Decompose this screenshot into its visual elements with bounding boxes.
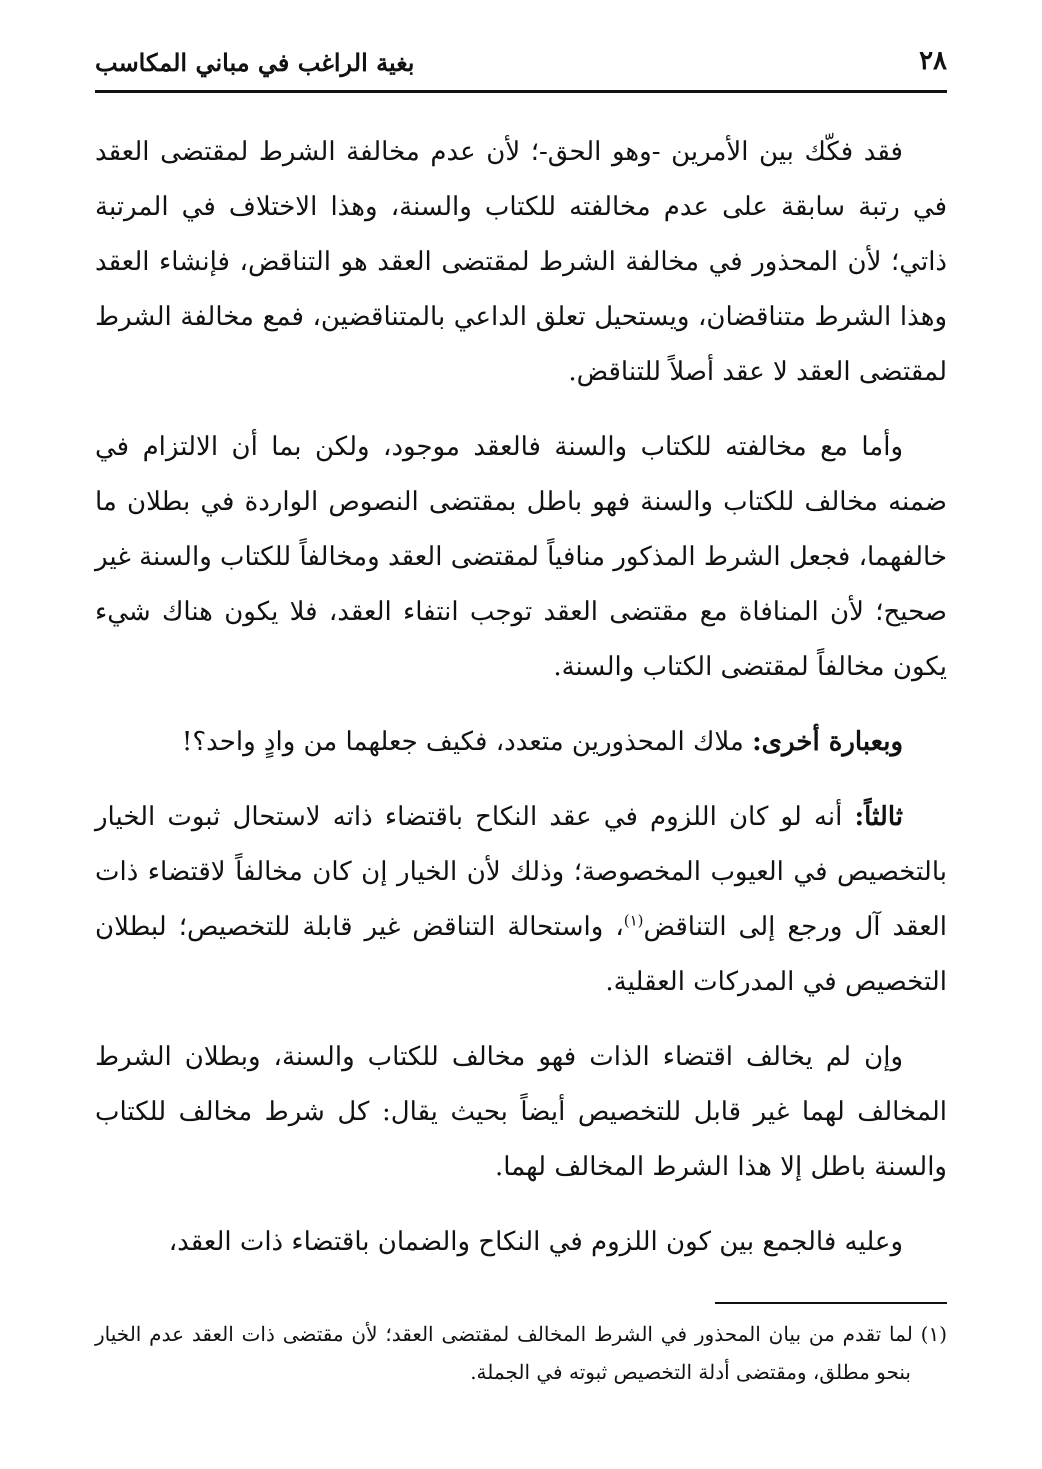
page-number: ٢٨ [919,46,947,76]
paragraph-lead: وبعبارة أخرى: [752,727,903,757]
main-text [95,125,947,1290]
paragraph [95,1030,947,1195]
paragraph-text: وأما مع مخالفته للكتاب والسنة فالعقد موجود، ولكن بما أن الالتزام في ضمنه مخالف للكتاب والسنة فهو باطل بمقتضى النصوص الواردة في بطلان ما خالفهما، فجعل الشرط المذكور منافياً لمقتضى العقد ومخالفاً للكتاب والسنة غير صحيح؛ لأن المنافاة مع مقتضى العقد توجب انتفاء العقد، فلا يكون هناك شيء يكون مخالفاً لمقتضى الكتاب والسنة. [95,432,947,682]
paragraph [95,420,947,695]
paragraph [95,715,947,770]
running-title: بغية الراغب في مباني المكاسب [95,48,415,77]
footnote [95,1315,947,1391]
paragraph-text: فقد فكّك بين الأمرين -وهو الحق-؛ لأن عدم مخالفة الشرط لمقتضى العقد في رتبة سابقة على عدم مخالفته للكتاب والسنة، وهذا الاختلاف في المرتبة ذاتي؛ لأن المحذور في مخالفة الشرط لمقتضى العقد هو التناقض، فإنشاء العقد وهذا الشرط متناقضان، ويستحيل تعلق الداعي بالمتناقضين، فمع مخالفة الشرط لمقتضى العقد لا عقد أصلاً للتناقض. [95,137,947,387]
footnote-separator [715,1302,947,1304]
paragraph-text: أنه لو كان اللزوم في عقد النكاح باقتضاء ذاته لاستحال ثبوت الخيار بالتخصيص في العيوب المخصوصة؛ وذلك لأن الخيار إن كان مخالفاً لاقتضاء ذات العقد آل ورجع إلى التناقض [95,802,947,942]
paragraph-text: وإن لم يخالف اقتضاء الذات فهو مخالف للكتاب والسنة، وبطلان الشرط المخالف لهما غير قابل للتخصيص أيضاً بحيث يقال: كل شرط مخالف للكتاب والسنة باطل إلا هذا الشرط المخالف لهما. [95,1042,947,1182]
paragraph-lead: ثالثاً: [854,802,903,832]
header-rule [95,90,947,93]
paragraph [95,1215,947,1270]
paragraph [95,790,947,1010]
footnote-reference[interactable]: (١) [623,911,644,930]
footnote-text: لما تقدم من بيان المحذور في الشرط المخالف لمقتضى العقد؛ لأن مقتضى ذات العقد عدم الخيار بنحو مطلق، ومقتضى أدلة التخصيص ثبوته في الجملة. [95,1322,921,1384]
footnote-number: (١) [920,1322,947,1346]
paragraph-text: ، واستحالة التناقض غير قابلة للتخصيص؛ لبطلان التخصيص في المدركات العقلية. [95,912,947,997]
paragraph-text: ملاك المحذورين متعدد، فكيف جعلهما من وادٍ واحد؟! [181,727,753,757]
paragraph [95,125,947,400]
paragraph-text: وعليه فالجمع بين كون اللزوم في النكاح والضمان باقتضاء ذات العقد، [168,1227,903,1257]
footnotes [95,1315,947,1391]
page-header [95,44,947,88]
